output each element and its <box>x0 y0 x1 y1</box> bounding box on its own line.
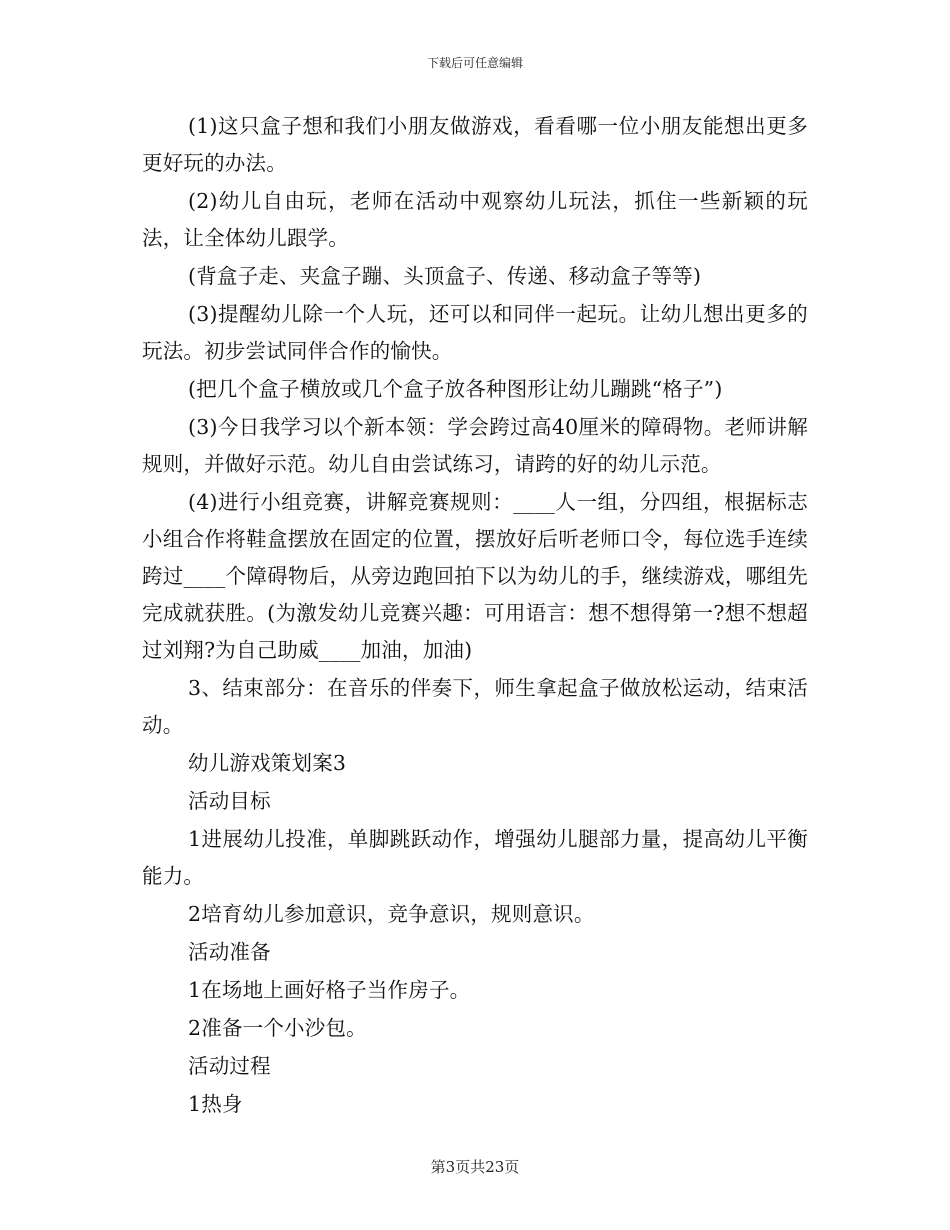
page-footer: 第3页共23页 <box>430 1158 520 1176</box>
paragraph-6: (3)今日我学习以个新本领：学会跨过高40厘米的障碍物。老师讲解规则，并做好示范。幼儿自由尝试练习，请跨的好的幼儿示范。 <box>142 415 808 476</box>
page-header: 下载后可任意编辑 <box>426 56 523 70</box>
heading-activity-preparation: 活动准备 <box>188 940 271 964</box>
document-body <box>142 108 808 1123</box>
paragraph-1: (1)这只盒子想和我们小朋友做游戏，看看哪一位小朋友能想出更多更好玩的办法。 <box>142 114 808 175</box>
prep-item-1: 1在场地上画好格子当作房子。 <box>188 978 471 1002</box>
paragraph-4: (3)提醒幼儿除一个人玩，还可以和同伴一起玩。让幼儿想出更多的玩法。初步尝试同伴合作的愉快。 <box>142 302 808 363</box>
paragraph-3: (背盒子走、夹盒子蹦、头顶盒子、传递、移动盒子等等) <box>188 264 702 288</box>
prep-item-2: 2准备一个小沙包。 <box>188 1016 367 1040</box>
heading-activity-goals: 活动目标 <box>188 789 271 813</box>
section-title: 幼儿游戏策划案3 <box>188 751 347 775</box>
paragraph-2: (2)幼儿自由玩，老师在活动中观察幼儿玩法，抓住一些新颖的玩法，让全体幼儿跟学。 <box>142 189 808 250</box>
paragraph-7: (4)进行小组竞赛，讲解竞赛规则：____人一组，分四组，根据标志小组合作将鞋盒摆放在固定的位置，摆放好后听老师口令，每位选手连续跨过____个障碍物后，从旁边跑回拍下以为幼儿的手，继续游戏，哪组先完成就获胜。(为激发幼儿竞赛兴趣：可用语言：想不想得第一?想不想超过刘翔?为自己助威____加油，加油) <box>142 490 808 662</box>
paragraph-5: (把几个盒子横放或几个盒子放各种图形让幼儿蹦跳“格子”) <box>188 377 723 401</box>
paragraph-8: 3、结束部分：在音乐的伴奏下，师生拿起盒子做放松运动，结束活动。 <box>142 676 808 737</box>
process-item-1: 1热身 <box>188 1092 243 1116</box>
heading-activity-process: 活动过程 <box>188 1054 271 1078</box>
goal-item-1: 1进展幼儿投准，单脚跳跃动作，增强幼儿腿部力量，提高幼儿平衡能力。 <box>142 827 808 888</box>
goal-item-2: 2培育幼儿参加意识，竞争意识，规则意识。 <box>188 902 595 926</box>
